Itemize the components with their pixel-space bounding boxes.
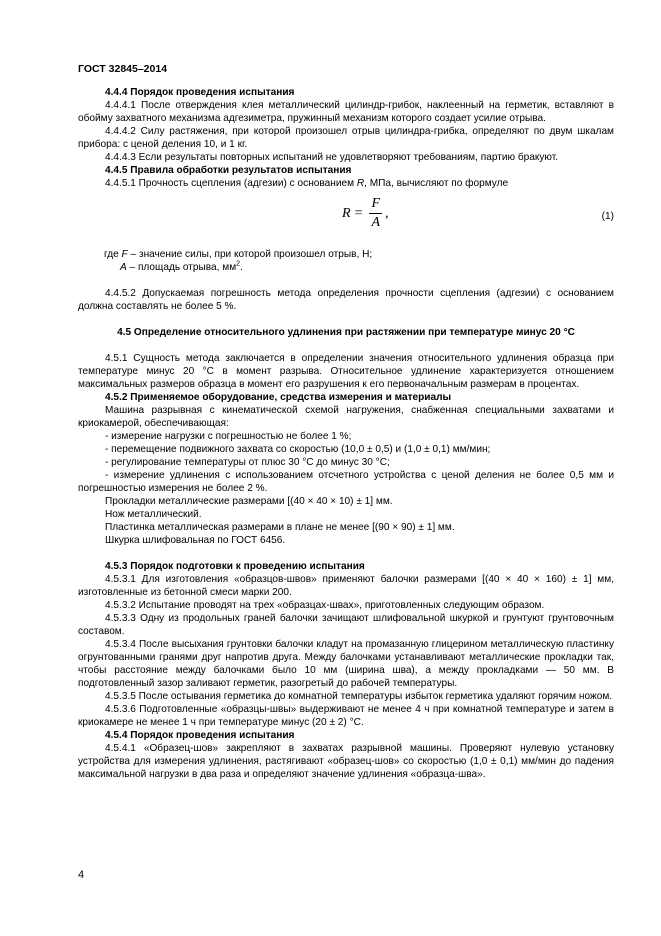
formula-lhs: R — [342, 206, 351, 221]
equation-number: (1) — [601, 211, 614, 222]
formula-numerator: F — [369, 196, 382, 214]
section-heading: 4.5.2 Применяемое оборудование, средства измерения и материалы — [105, 392, 452, 403]
paragraph: 4.5.4.1 «Образец-шов» закрепляют в захватах разрывной машины. Проверяют нулевую установку устройства для измерения удлинения, растягивают «образец-шов» со скоростью (1,0 ± 0,1) мм/мин до падения максимальной нагрузки в два раза и определяют значение удлинения «образца-шва». — [78, 743, 614, 780]
paragraph: 4.5.3.5 После остывания герметика до комнатной температуры избыток герметика удаляют горячим ножом. — [105, 691, 613, 702]
formula-equals: = — [354, 206, 363, 221]
list-item: - измерение нагрузки с погрешностью не более 1 %; — [105, 431, 352, 442]
section-heading: 4.5 Определение относительного удлинения при растяжении при температуре минус 20 °С — [117, 327, 575, 338]
section-heading: 4.4.5 Правила обработки результатов испытания — [105, 165, 352, 176]
formula — [342, 196, 389, 231]
paragraph: Пластинка металлическая размерами в плане не менее [(90 × 90) ± 1] мм. — [105, 522, 455, 533]
paragraph: 4.5.1 Сущность метода заключается в определении значения относительного удлинения образца при температуре минус 20 °С в момент разрыва. Относительное удлинение характеризуется отношением максимальных размеров образца в момент его разрушения к его первоначальным размерам в процентах. — [78, 353, 614, 390]
where-line-f: где F – значение силы, при которой произошел отрыв, Н; — [104, 249, 373, 260]
section-heading: 4.4.4 Порядок проведения испытания — [105, 87, 295, 98]
list-item: - измерение удлинения с использованием отсчетного устройства с ценой деления не более 0,5 мм и погрешностью измерения не более 2 %. — [78, 470, 614, 494]
paragraph: 4.5.3.4 После высыхания грунтовки балочки кладут на промазанную глицерином металлическую пластинку огрунтованными гранями друг напротив друга. Между балочками устанавливают металлические прокладки так, чтобы расстояние между балочками было 10 мм (ширина шва), а между прокладками — 50 мм. В подготовленный зазор заливают герметик, разогретый до рабочей температуры. — [78, 639, 614, 689]
section-heading: 4.5.3 Порядок подготовки к проведению испытания — [105, 561, 365, 572]
paragraph: Нож металлический. — [105, 509, 202, 520]
paragraph: Шкурка шлифовальная по ГОСТ 6456. — [105, 535, 286, 546]
page-number: 4 — [78, 869, 85, 881]
paragraph: 4.4.5.2 Допускаемая погрешность метода определения прочности сцепления (адгезии) с основанием должна составлять не более 5 %. — [78, 288, 614, 312]
paragraph: Прокладки металлические размерами [(40 × 40 × 10) ± 1] мм. — [105, 496, 393, 507]
list-item: - перемещение подвижного захвата со скоростью (10,0 ± 0,5) и (1,0 ± 0,1) мм/мин; — [105, 444, 491, 455]
variable-r: R — [356, 178, 365, 189]
paragraph: 4.4.5.1 Прочность сцепления (адгезии) с основанием R, МПа, вычисляют по формуле — [105, 178, 509, 189]
document-code-header: ГОСТ 32845–2014 — [78, 63, 168, 75]
paragraph: 4.4.4.1 После отверждения клея металлический цилиндр-грибок, наклеенный на герметик, вставляют в обойму захватного механизма адгезиметра, пружинный механизм которого создает усилие отрыва. — [78, 100, 614, 124]
paragraph: 4.5.3.1 Для изготовления «образцов-швов» применяют балочки размерами [(40 × 40 × 160) ± 1] мм, изготовленные из бетонной смеси марки 200. — [78, 574, 614, 598]
formula-block — [78, 194, 614, 248]
paragraph: 4.5.3.2 Испытание проводят на трех «образцах-швах», приготовленных следующим образом. — [105, 600, 545, 611]
paragraph: 4.4.4.2 Силу растяжения, при которой произошел отрыв цилиндра-грибка, определяют по двум шкалам прибора: с ценой деления 10, и 1 кг. — [78, 126, 614, 150]
paragraph: 4.5.3.3 Одну из продольных граней балочки зачищают шлифовальной шкуркой и грунтуют грунтовочным составом. — [78, 613, 614, 637]
formula-tail: , — [385, 206, 389, 221]
paragraph: 4.4.4.3 Если результаты повторных испытаний не удовлетворяют требованиям, партию бракуют. — [105, 152, 559, 163]
paragraph: Машина разрывная с кинематической схемой нагружения, снабженная специальными захватами и криокамерой, обеспечивающая: — [78, 405, 614, 429]
document-body — [78, 86, 614, 781]
section-heading: 4.5.4 Порядок проведения испытания — [105, 730, 295, 741]
paragraph: 4.5.3.6 Подготовленные «образцы-швы» выдерживают не менее 4 ч при комнатной температуре и затем в криокамере не менее 1 ч при температуре минус (20 ± 2) °С. — [78, 704, 614, 728]
list-item: - регулирование температуры от плюс 30 °С до минус 30 °С; — [105, 457, 390, 468]
formula-denominator: A — [371, 215, 381, 230]
formula-fraction — [369, 196, 382, 231]
where-line-a: A – площадь отрыва, $мм^2$. — [120, 260, 243, 273]
